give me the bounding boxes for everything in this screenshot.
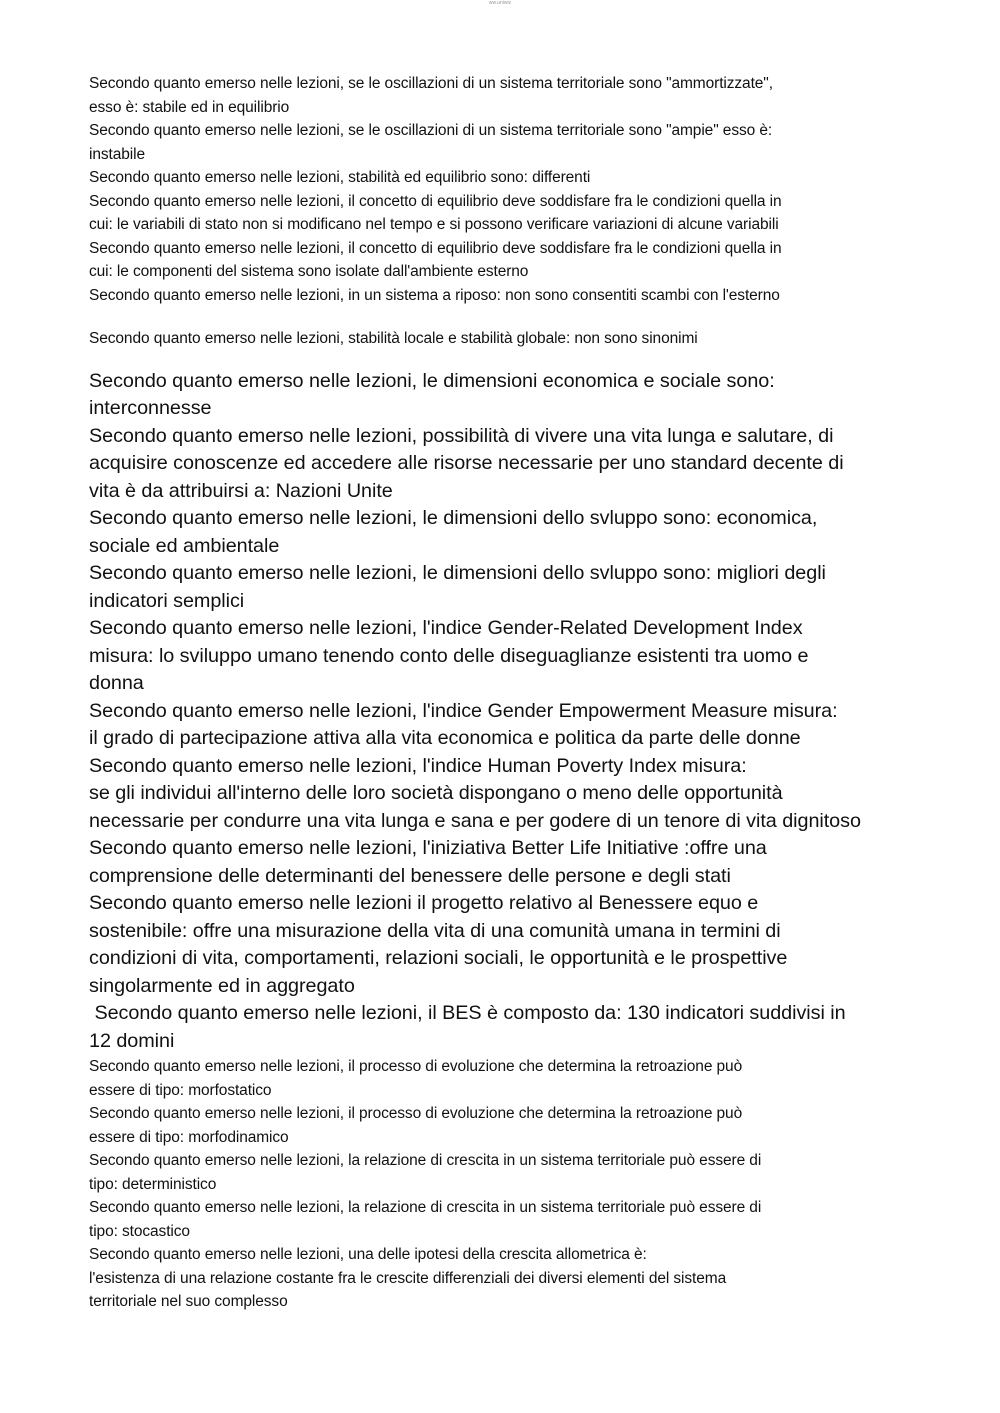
text-line: Secondo quanto emerso nelle lezioni il progetto relativo al Benessere equo e [89, 892, 759, 914]
text-line: l'esistenza di una relazione costante fra le crescite differenziali dei diversi elementi del sistema [89, 1269, 727, 1287]
text-line: necessarie per condurre una vita lunga e sana e per godere di un tenore di vita dignitoso [89, 809, 861, 832]
text-line: essere di tipo: morfodinamico [89, 1128, 289, 1146]
text-line: Secondo quanto emerso nelle lezioni, in un sistema a riposo: non sono consentiti scambi con l'esterno [89, 286, 780, 304]
text-line: Secondo quanto emerso nelle lezioni, stabilità ed equilibrio sono: differenti [89, 169, 591, 186]
text-line: Secondo quanto emerso nelle lezioni, la relazione di crescita in un sistema territoriale può essere di [89, 1152, 762, 1169]
text-line: se gli individui all'interno delle loro società dispongano o meno delle opportunità [89, 782, 783, 804]
text-line: acquisire conoscenze ed accedere alle risorse necessarie per uno standard decente di [89, 452, 844, 474]
text-line: Secondo quanto emerso nelle lezioni, una delle ipotesi della crescita allometrica è: [89, 1246, 647, 1263]
text-line: tipo: deterministico [89, 1175, 217, 1193]
text-line: condizioni di vita, comportamenti, relazioni sociali, le opportunità e le prospettive [89, 947, 788, 969]
text-line: cui: le variabili di stato non si modificano nel tempo e si possono verificare variazioni di alcune variabili [89, 216, 779, 233]
text-line: Secondo quanto emerso nelle lezioni, l'indice Gender Empowerment Measure misura: [89, 699, 838, 722]
text-line: Secondo quanto emerso nelle lezioni, le dimensioni economica e sociale sono: [89, 369, 775, 392]
text-line: Secondo quanto emerso nelle lezioni, se le oscillazioni di un sistema territoriale sono "ammortizzate", [89, 75, 773, 92]
text-line: territoriale nel suo complesso [89, 1293, 288, 1310]
text-line: Secondo quanto emerso nelle lezioni, se le oscillazioni di un sistema territoriale sono "ampie" esso è: [89, 122, 773, 139]
text-line: Secondo quanto emerso nelle lezioni, la relazione di crescita in un sistema territoriale può essere di [89, 1199, 762, 1216]
text-line: 12 domini [89, 1029, 175, 1052]
text-line: il grado di partecipazione attiva alla vita economica e politica da parte delle donne [89, 727, 801, 749]
text-line: esso è: stabile ed in equilibrio [89, 98, 290, 116]
text-line: sociale ed ambientale [89, 534, 280, 557]
text-line: instabile [89, 145, 145, 163]
text-line: Secondo quanto emerso nelle lezioni, le dimensioni dello svluppo sono: economica, [89, 507, 818, 529]
text-line: singolarmente ed in aggregato [89, 974, 355, 997]
text-line: essere di tipo: morfostatico [89, 1081, 272, 1099]
text-line: Secondo quanto emerso nelle lezioni, il concetto di equilibrio deve soddisfare fra le condizioni quella in [89, 239, 782, 257]
text-line: vita è da attribuirsi a: Nazioni Unite [89, 479, 393, 502]
text-line: Secondo quanto emerso nelle lezioni, l'iniziativa Better Life Initiative :offre una [89, 837, 767, 859]
header-watermark: ww.uniwiz [488, 0, 512, 6]
text-line: indicatori semplici [89, 589, 245, 612]
text-line: Secondo quanto emerso nelle lezioni, l'indice Gender-Related Development Index [89, 617, 803, 639]
text-line: Secondo quanto emerso nelle lezioni, il concetto di equilibrio deve soddisfare fra le condizioni quella in [89, 192, 782, 210]
text-line: misura: lo sviluppo umano tenendo conto delle diseguaglianze esistenti tra uomo e [89, 644, 809, 667]
text-line: sostenibile: offre una misurazione della vita di una comunità umana in termini di [89, 919, 781, 942]
text-line: Secondo quanto emerso nelle lezioni, il processo di evoluzione che determina la retroazione può [89, 1058, 743, 1075]
large-text-block [89, 368, 909, 1056]
text-line: comprensione delle determinanti del benessere delle persone e degli stati [89, 864, 731, 887]
text-line: interconnesse [89, 397, 212, 419]
text-line: cui: le componenti del sistema sono isolate dall'ambiente esterno [89, 263, 529, 280]
text-line: Secondo quanto emerso nelle lezioni, stabilità locale e stabilità globale: non sono sinonimi [89, 330, 698, 347]
text-line: tipo: stocastico [89, 1222, 190, 1240]
text-line: Secondo quanto emerso nelle lezioni, il processo di evoluzione che determina la retroazione può [89, 1105, 743, 1122]
text-line: Secondo quanto emerso nelle lezioni, possibilità di vivere una vita lunga e salutare, di [89, 424, 834, 447]
text-line: Secondo quanto emerso nelle lezioni, le dimensioni dello svluppo sono: migliori degli [89, 562, 826, 584]
document-body [89, 72, 909, 1314]
text-line: donna [89, 672, 144, 694]
text-line: Secondo quanto emerso nelle lezioni, il BES è composto da: 130 indicatori suddivisi in [89, 1002, 846, 1024]
small-text-block-1 [89, 72, 909, 307]
small-text-block-3 [89, 1055, 909, 1314]
text-line: Secondo quanto emerso nelle lezioni, l'indice Human Poverty Index misura: [89, 754, 747, 777]
